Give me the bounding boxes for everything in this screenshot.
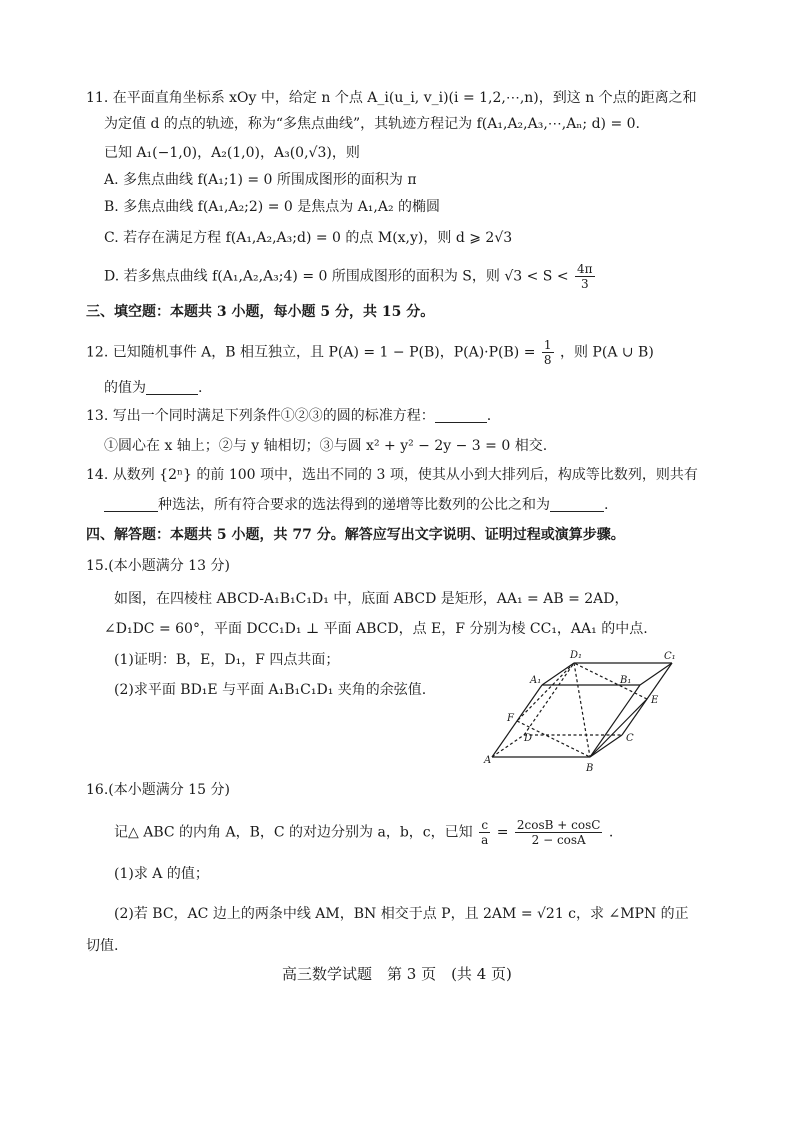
- page-footer: 高三数学试题 第 3 页 (共 4 页): [282, 965, 512, 983]
- q16-heading: 16.(本小题满分 15 分): [86, 782, 230, 798]
- q13-line2: ①圆心在 x 轴上；②与 y 轴相切；③与圆 x² + y² − 2y − 3 = 0 相交.: [104, 438, 548, 454]
- q11-line2: 为定值 d 的点的轨迹，称为“多焦点曲线”，其轨迹方程记为 f(A₁,A₂,A₃,⋯,Aₙ; d) = 0.: [104, 116, 640, 132]
- q14-line1: 14. 从数列 {2ⁿ} 的前 100 项中，选出不同的 3 项，使其从小到大排列后，构成等比数列，则共有: [86, 467, 698, 483]
- q15-line2: ∠D₁DC = 60°，平面 DCC₁D₁ ⊥ 平面 ABCD，点 E，F 分别为棱 CC₁，AA₁ 的中点.: [104, 621, 648, 637]
- label-f: F: [507, 713, 514, 724]
- segment-d1f: [517, 663, 574, 721]
- edge-b1c1: [640, 663, 672, 685]
- q16-part1: (1)求 A 的值；: [114, 866, 209, 882]
- section-3-heading: 三、填空题：本题共 3 小题，每小题 5 分，共 15 分。: [86, 304, 435, 320]
- q13-line1: 13. 写出一个同时满足下列条件①②③的圆的标准方程： .: [86, 408, 492, 424]
- fraction-denominator: 3: [580, 277, 589, 291]
- answer-blank[interactable]: [146, 380, 198, 395]
- q11-option-d: [104, 262, 597, 291]
- segment-ed1: [574, 663, 647, 699]
- label-d1: D₁: [570, 650, 583, 661]
- label-a1: A₁: [530, 675, 542, 686]
- edge-a1d1: [542, 663, 574, 685]
- fraction-denominator: 2 − cosA: [531, 833, 586, 847]
- q16-line1-text: 记△ ABC 的内角 A，B，C 的对边分别为 a，b，c，已知: [114, 824, 473, 841]
- fraction-numerator: 2cosB + cosC: [516, 818, 601, 832]
- label-b: B: [586, 763, 594, 774]
- q11-line3: 已知 A₁(−1,0)，A₂(1,0)，A₃(0,√3)，则: [104, 145, 360, 161]
- q15-line1: 如图，在四棱柱 ABCD-A₁B₁C₁D₁ 中，底面 ABCD 是矩形，AA₁ = AB = 2AD，: [114, 591, 629, 607]
- q12-fraction: [542, 338, 554, 367]
- label-d: D: [524, 733, 533, 744]
- label-c: C: [626, 733, 634, 744]
- fraction-numerator: 1: [543, 338, 552, 352]
- edge-dd1: [524, 663, 574, 735]
- q11-option-d-text: D. 若多焦点曲线 f(A₁,A₂,A₃;4) = 0 所围成图形的面积为 S，则 √3 < S <: [104, 268, 569, 285]
- q15-part1: (1)证明：B，E，D₁，F 四点共面；: [114, 652, 340, 668]
- q14-line2-text: 种选法，所有符合要求的选法得到的递增等比数列的公比之和为: [158, 497, 550, 513]
- edge-ad: [492, 735, 524, 757]
- q13-line1-text: 13. 写出一个同时满足下列条件①②③的圆的标准方程：: [86, 408, 435, 424]
- q11-line1: 11. 在平面直角坐标系 xOy 中，给定 n 个点 A_i(u_i, v_i)(i = 1,2,⋯,n)，到这 n 个点的距离之和: [86, 90, 697, 106]
- segment-d1b: [574, 663, 590, 757]
- label-b1: B₁: [620, 675, 632, 686]
- section-4-heading: 四、解答题：本题共 5 小题，共 77 分。解答应写出文字说明、证明过程或演算步骤。: [86, 527, 625, 543]
- label-e: E: [651, 695, 659, 706]
- segment-be: [590, 699, 647, 757]
- prism-figure: [480, 645, 690, 775]
- fraction-numerator: 4π: [577, 262, 593, 276]
- q12-line2-text: 的值为: [104, 380, 146, 396]
- q11-option-a: A. 多焦点曲线 f(A₁;1) = 0 所围成图形的面积为 π: [104, 172, 417, 188]
- q11-option-b: B. 多焦点曲线 f(A₁,A₂;2) = 0 是焦点为 A₁,A₂ 的椭圆: [104, 199, 441, 215]
- q16-line1: 记△ ABC 的内角 A，B，C 的对边分别为 a，b，c，已知 $\frac{c}{a}$ = $\frac{2\cos B + \cos C}{2 - \cos A}$ .: [114, 818, 614, 847]
- fraction-denominator: 8: [543, 353, 552, 367]
- q12-text-post: ，则 P(A ∪ B): [559, 344, 654, 361]
- q16-fraction-c-over-a: [479, 818, 490, 847]
- answer-blank[interactable]: [550, 497, 604, 512]
- q16-fraction-cos: [515, 818, 603, 847]
- label-a: A: [484, 755, 492, 766]
- q14-line2: 种选法，所有符合要求的选法得到的递增等比数列的公比之和为 .: [104, 495, 608, 515]
- edge-bc: [590, 735, 622, 757]
- answer-blank[interactable]: [104, 497, 158, 512]
- fraction-numerator: c: [479, 818, 490, 833]
- q12-line2: 的值为 .: [104, 380, 203, 396]
- fraction-denominator: a: [481, 833, 489, 847]
- q12-line1: [86, 338, 654, 367]
- q15-heading: 15.(本小题满分 13 分): [86, 558, 230, 574]
- q15-part2: (2)求平面 BD₁E 与平面 A₁B₁C₁D₁ 夹角的余弦值.: [114, 682, 427, 698]
- q16-part2-line2: 切值.: [86, 938, 119, 954]
- label-c1: C₁: [664, 651, 676, 662]
- q12-text-pre: 12. 已知随机事件 A，B 相互独立，且 P(A) = 1 − P(B)，P(A)·P(B) =: [86, 344, 536, 361]
- q16-part2-line1: (2)若 BC，AC 边上的两条中线 AM，BN 相交于点 P，且 2AM = √21 c，求 ∠MPN 的正: [114, 906, 689, 922]
- edge-bb1: [590, 685, 640, 757]
- q11-option-c: C. 若存在满足方程 f(A₁,A₂,A₃;d) = 0 的点 M(x,y)，则 d ⩾ 2√3: [104, 230, 513, 246]
- answer-blank[interactable]: [435, 408, 487, 423]
- q11-option-d-fraction: [575, 262, 595, 291]
- equals-sign: =: [496, 824, 509, 841]
